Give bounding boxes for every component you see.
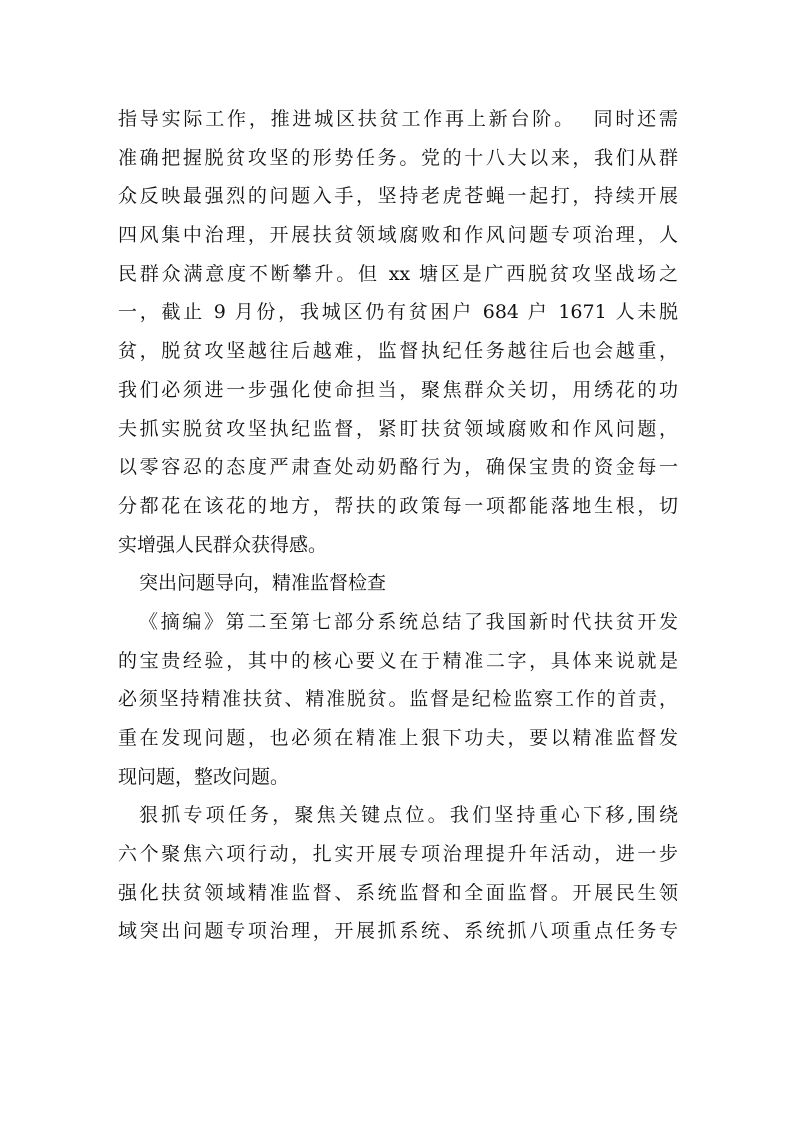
text-line: 必须坚持精准扶贫、精准脱贫。监督是纪检监察工作的首责， <box>118 688 678 711</box>
text-line: 强化扶贫领域精准监督、系统监督和全面监督。开展民生领 <box>118 881 678 904</box>
text-line: 夫抓实脱贫攻坚执纪监督，紧盯扶贫领域腐败和作风问题， <box>118 417 678 440</box>
text-line: 的宝贵经验，其中的核心要义在于精准二字，具体来说就是 <box>118 649 678 672</box>
text-line: 民群众满意度不断攀升。但 xx 塘区是广西脱贫攻坚战场之 <box>118 262 678 285</box>
text-line: 实增强人民群众获得感。 <box>118 533 328 556</box>
text-line: 指导实际工作，推进城区扶贫工作再上新台阶。 同时还需 <box>118 108 678 130</box>
text-line: 准确把握脱贫攻坚的形势任务。党的十八大以来，我们从群 <box>118 146 678 169</box>
section-heading: 突出问题导向，精准监督检查 <box>139 572 387 595</box>
text-line: 六个聚焦六项行动，扎实开展专项治理提升年活动，进一步 <box>118 843 678 866</box>
text-line: 众反映最强烈的问题入手，坚持老虎苍蝇一起打，持续开展 <box>118 185 678 208</box>
text-line: 以零容忍的态度严肃查处动奶酪行为，确保宝贵的资金每一 <box>118 456 678 479</box>
text-line: 贫，脱贫攻坚越往后越难，监督执纪任务越往后也会越重， <box>118 340 678 363</box>
paragraph-start-line: 《摘编》第二至第七部分系统总结了我国新时代扶贫开发 <box>139 610 678 633</box>
text-line: 重在发现问题，也必须在精准上狠下功夫，要以精准监督发 <box>118 727 678 749</box>
paragraph-start-line: 狠抓专项任务，聚焦关键点位。我们坚持重心下移,围绕 <box>139 804 678 827</box>
text-line: 我们必须进一步强化使命担当，聚焦群众关切，用绣花的功 <box>118 378 678 401</box>
text-line: 四风集中治理，开展扶贫领域腐败和作风问题专项治理，人 <box>118 224 678 247</box>
text-line: 域突出问题专项治理，开展抓系统、系统抓八项重点任务专 <box>118 920 678 943</box>
text-line: 分都花在该花的地方，帮扶的政策每一项都能落地生根，切 <box>118 494 678 517</box>
body-text <box>118 100 678 951</box>
text-line: 现问题，整改问题。 <box>118 765 290 788</box>
text-line: 一，截止 9 月份，我城区仍有贫困户 684 户 1671 人未脱 <box>118 301 678 324</box>
